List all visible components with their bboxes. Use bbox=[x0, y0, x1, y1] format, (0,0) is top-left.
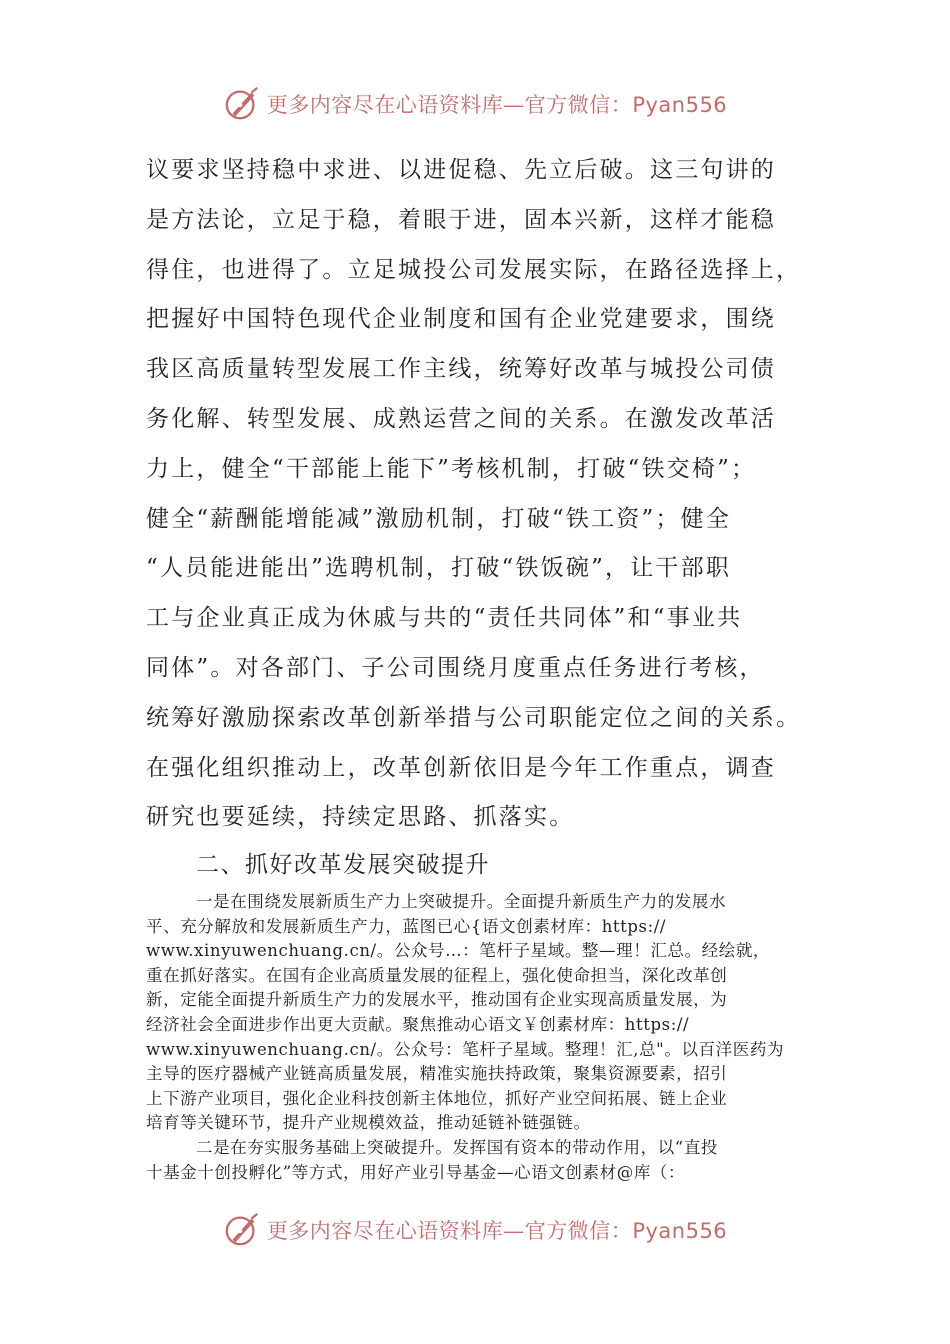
text-line: 研究也要延续，持续定思路、抓落实。 bbox=[146, 804, 575, 831]
footer-banner bbox=[0, 1208, 950, 1252]
text-line: “人员能进能出”选聘机制，打破“铁饭碗”，让干部职 bbox=[146, 555, 732, 582]
text-line: 统筹好激励探索改革创新举措与公司职能定位之间的关系。 bbox=[146, 704, 802, 731]
text-line: 二是在夯实服务基础上突破提升。发挥国有资本的带动作用，以“直投 bbox=[196, 1137, 719, 1157]
text-line: 培育等关键环节，提升产业规模效益，推动延链补链强链。 bbox=[146, 1113, 591, 1133]
header-banner bbox=[0, 82, 950, 126]
text-line: 议要求坚持稳中求进、以进促稳、先立后破。这三句讲的 bbox=[146, 157, 776, 183]
pen-nib-icon bbox=[223, 1211, 261, 1249]
section-heading: 二、抓好改革发展突破提升 bbox=[196, 852, 490, 878]
text-line: 同体”。对各部门、子公司围绕月度重点任务进行考核， bbox=[146, 654, 765, 681]
text-line: 力上，健全“干部能上能下”考核机制，打破“铁交椅”； bbox=[146, 455, 757, 482]
text-line: 工与企业真正成为休戚与共的“责任共同体”和“事业共 bbox=[146, 605, 743, 632]
text-line: www.xinyuwenchuang.cn/。公众号：笔杆子星域。整理！汇,总"。以百洋医药为 bbox=[146, 1039, 785, 1059]
text-line: www.xinyuwenchuang.cn/。公众号…：笔杆子星域。整—理！汇总。经绘就， bbox=[146, 941, 771, 961]
text-line: 一是在围绕发展新质生产力上突破提升。全面提升新质生产力的发展水 bbox=[196, 892, 727, 911]
text-line: 上下游产业项目，强化企业科技创新主体地位，抓好产业空间拓展、链上企业 bbox=[146, 1088, 728, 1108]
text-line: 平、充分解放和发展新质生产力，蓝图已心{语文创素材库：https:// bbox=[146, 916, 667, 936]
text-line: 新，定能全面提升新质生产力的发展水平，推动国有企业实现高质量发展，为 bbox=[146, 990, 728, 1010]
wechat-id: Pyan556 bbox=[632, 93, 728, 117]
text-line: 经济社会全面进步作出更大贡献。聚焦推动心语文￥创素材库：https:// bbox=[146, 1014, 690, 1034]
text-line: 十基金十创投孵化”等方式，用好产业引导基金—心语文创素材@库（： bbox=[146, 1162, 686, 1182]
text-line: 是方法论，立足于稳，着眼于进，固本兴新，这样才能稳 bbox=[146, 206, 776, 233]
pen-nib-icon bbox=[223, 85, 261, 123]
main-paragraph bbox=[146, 146, 806, 843]
text-line: 在强化组织推动上，改革创新依旧是今年工作重点，调查 bbox=[146, 754, 776, 781]
text-line: 重在抓好落实。在国有企业高质量发展的征程上，强化使命担当，深化改革创 bbox=[146, 965, 728, 985]
text-line: 我区高质量转型发展工作主线，统筹好改革与城投公司债 bbox=[146, 356, 776, 383]
banner-text: 更多内容尽在心语资料库—官方微信：Pyan556 bbox=[266, 93, 728, 117]
text-line: 健全“薪酬能增能减”激励机制，打破“铁工资”；健全 bbox=[146, 505, 732, 532]
section-body bbox=[146, 890, 811, 1185]
text-line: 主导的医疗器械产业链高质量发展，精准实施扶持政策，聚集资源要素，招引 bbox=[146, 1064, 728, 1084]
wechat-id: Pyan556 bbox=[632, 1219, 728, 1243]
text-line: 务化解、转型发展、成熟运营之间的关系。在激发改革活 bbox=[146, 405, 776, 432]
banner-text: 更多内容尽在心语资料库—官方微信：Pyan556 bbox=[266, 1219, 728, 1243]
text-line: 得住，也进得了。立足城投公司发展实际，在路径选择上， bbox=[146, 256, 802, 283]
text-line: 把握好中国特色现代企业制度和国有企业党建要求，围绕 bbox=[146, 306, 776, 333]
